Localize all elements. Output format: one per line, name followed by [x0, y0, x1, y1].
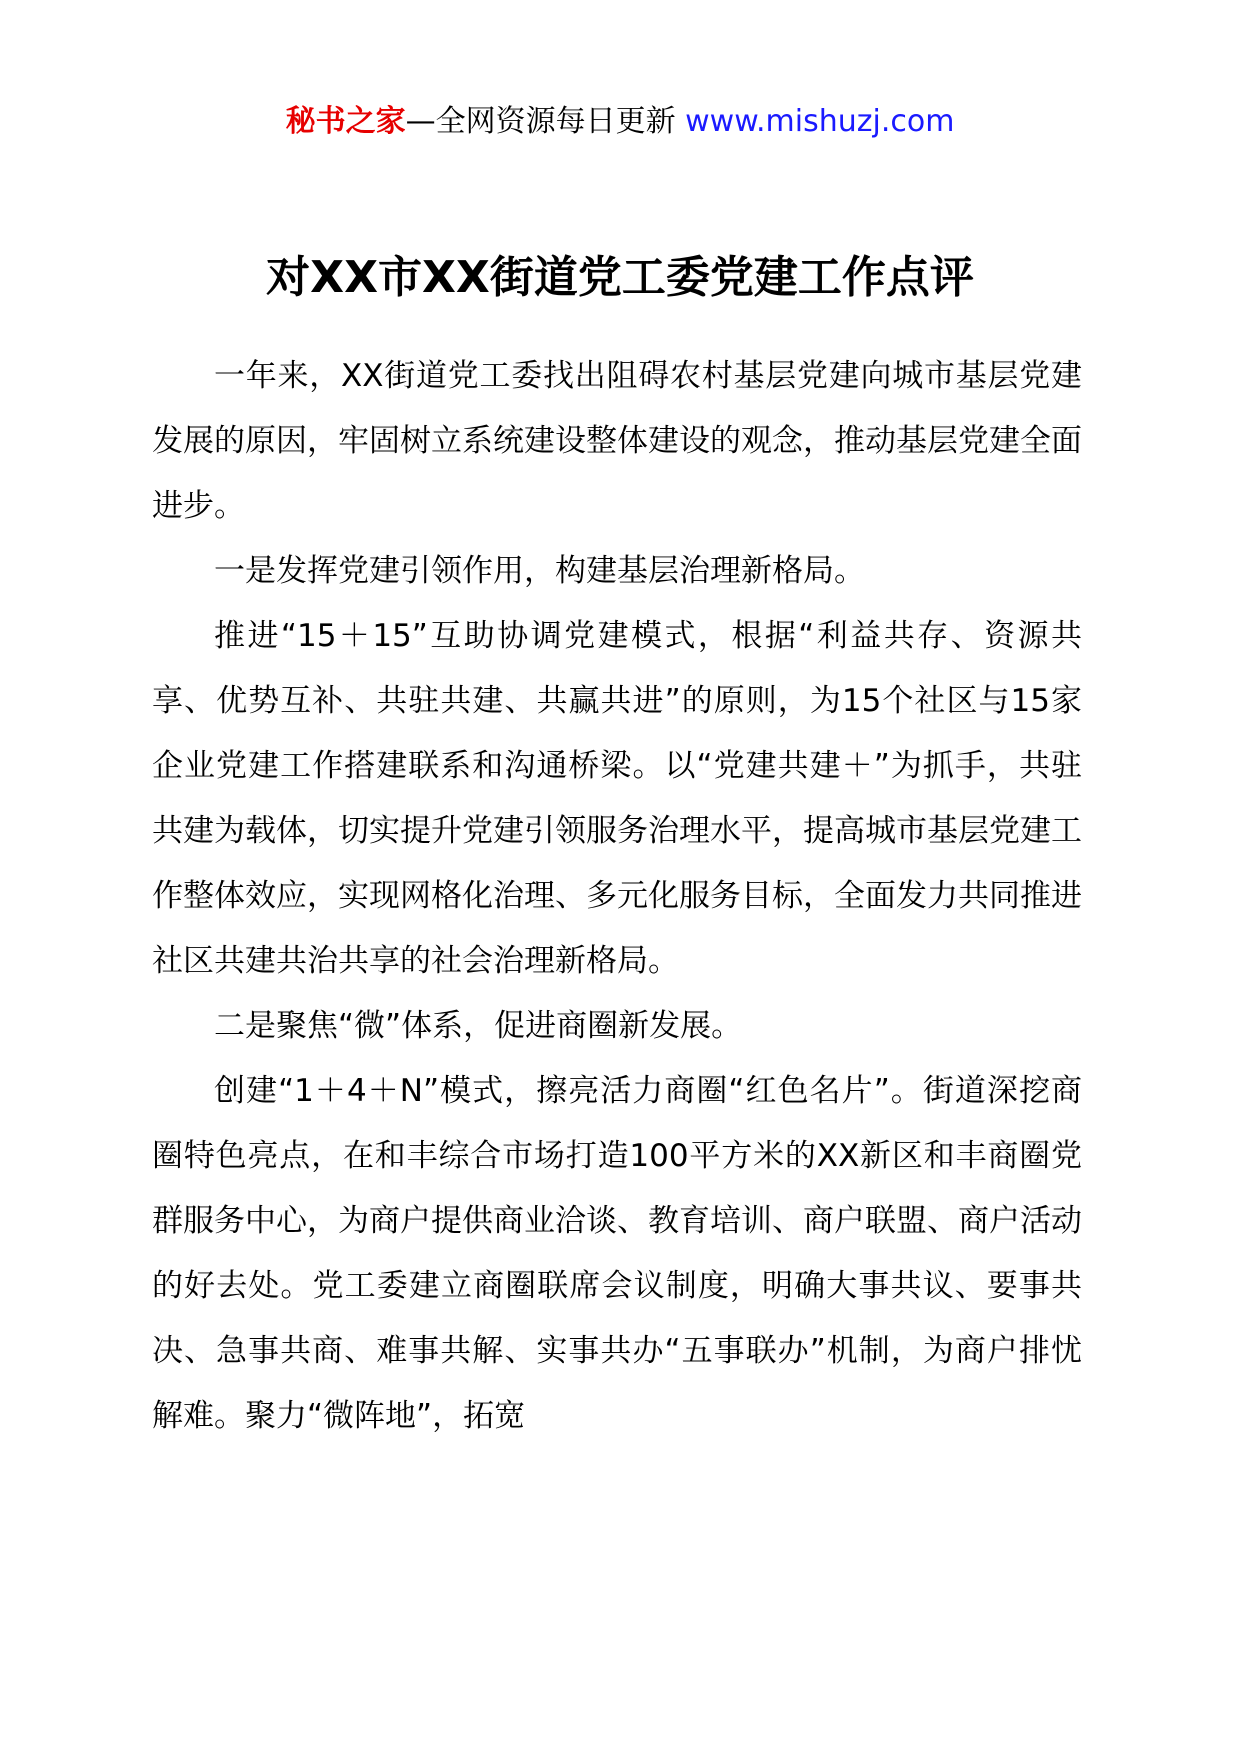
- site-url-link[interactable]: www.mishuzj.com: [685, 104, 955, 139]
- document-body: [152, 344, 1082, 1449]
- section-one-paragraph: 推进“15＋15”互助协调党建模式，根据“利益共存、资源共享、优势互补、共驻共建、共赢共进”的原则，为15个社区与15家企业党建工作搭建联系和沟通桥梁。以“党建共建＋”为抓手，共驻共建为载体，切实提升党建引领服务治理水平，提高城市基层党建工作整体效应，实现网格化治理、多元化服务目标，全面发力共同推进社区共建共治共享的社会治理新格局。: [152, 618, 1082, 979]
- document-title: 对XX市XX街道党工委党建工作点评: [266, 252, 974, 303]
- site-header: [0, 102, 1240, 142]
- site-brand: 秘书之家: [285, 104, 406, 139]
- site-slogan: —全网资源每日更新: [405, 104, 676, 139]
- section-heading-two: 二是聚焦“微”体系，促进商圈新发展。: [214, 1008, 743, 1044]
- section-two-paragraph: 创建“1＋4＋N”模式，擦亮活力商圈“红色名片”。街道深挖商圈特色亮点，在和丰综合市场打造100平方米的XX新区和丰商圈党群服务中心，为商户提供商业洽谈、教育培训、商户联盟、商户活动的好去处。党工委建立商圈联席会议制度，明确大事共议、要事共决、急事共商、难事共解、实事共办“五事联办”机制，为商户排忧解难。聚力“微阵地”，拓宽: [152, 1073, 1082, 1434]
- intro-paragraph: 一年来，XX街道党工委找出阻碍农村基层党建向城市基层党建发展的原因，牢固树立系统建设整体建设的观念，推动基层党建全面进步。: [152, 358, 1082, 524]
- section-heading-one: 一是发挥党建引领作用，构建基层治理新格局。: [214, 553, 865, 589]
